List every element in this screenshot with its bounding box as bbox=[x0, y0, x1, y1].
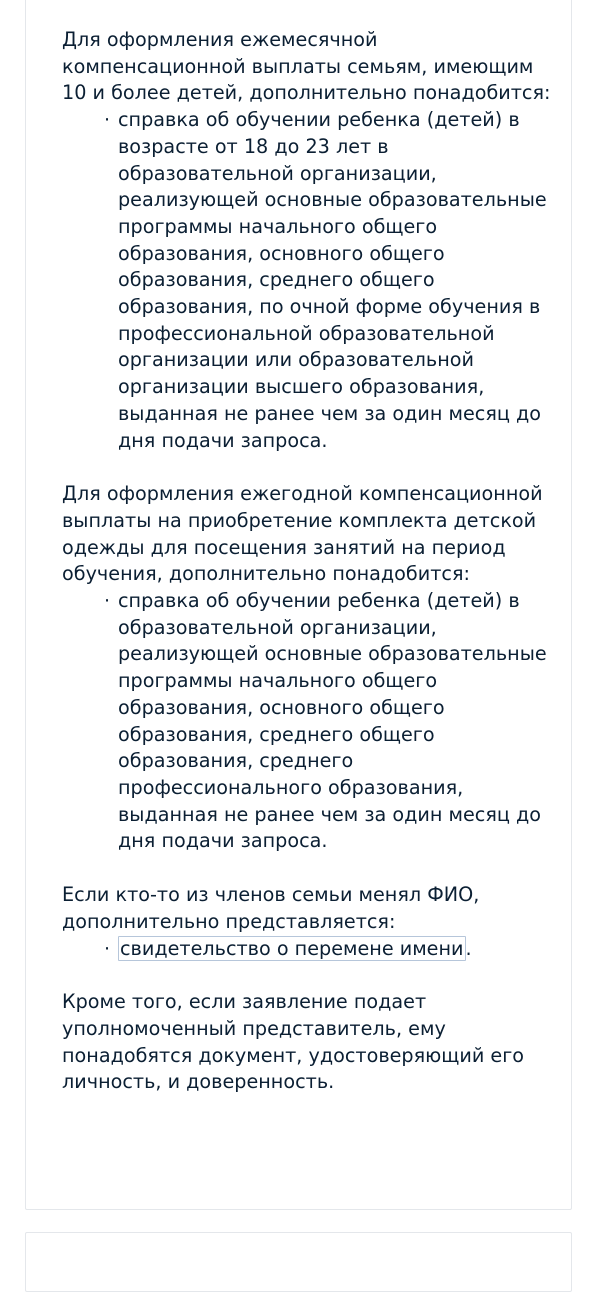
name-change-certificate-link[interactable]: свидетельство о перемене имени bbox=[120, 936, 464, 960]
name-change-intro: Если кто-то из членов семьи менял ФИО, дополнительно представляется: bbox=[62, 883, 480, 933]
list-item bbox=[104, 107, 554, 454]
monthly-payment-intro: Для оформления ежемесячной компенсационной выплаты семьям, имеющим 10 и более детей, дополнительно понадобится: bbox=[62, 28, 551, 105]
name-change-list bbox=[62, 936, 554, 963]
monthly-payment-list bbox=[62, 107, 554, 454]
list-item-suffix: . bbox=[465, 936, 472, 960]
annual-payment-intro: Для оформления ежегодной компенсационной выплаты на приобретение комплекта детской одежды для посещения занятий на период обучения, дополнительно понадобится: bbox=[62, 482, 543, 586]
info-content bbox=[62, 27, 554, 1096]
list-item-text: справка об обучении ребенка (детей) в возрасте от 18 до 23 лет в образовательной организации, реализующей основные образовательные программы начального общего образования, основного общего образования, среднего общего образования, по очной форме обучения в профессиональной образовательной организации или образовательной организации высшего образования, выданная не ранее чем за один месяц до дня подачи запроса. bbox=[118, 108, 547, 452]
annual-payment-list bbox=[62, 588, 554, 855]
representative-note: Кроме того, если заявление подает уполномоченный представитель, ему понадобятся документ, удостоверяющий его личность, и доверенность. bbox=[62, 990, 525, 1094]
next-card bbox=[25, 1232, 572, 1292]
info-card bbox=[25, 0, 572, 1210]
bullet-icon: · bbox=[104, 590, 111, 613]
list-item-text: справка об обучении ребенка (детей) в образовательной организации, реализующей основные образовательные программы начального общего образования, основного общего образования, среднего общего образования, среднего профессионального образования, выданная не ранее чем за один месяц до дня подачи запроса. bbox=[118, 589, 547, 853]
list-item bbox=[104, 588, 554, 855]
bullet-icon: · bbox=[104, 937, 111, 960]
list-item bbox=[104, 936, 554, 963]
bullet-icon: · bbox=[104, 109, 111, 132]
